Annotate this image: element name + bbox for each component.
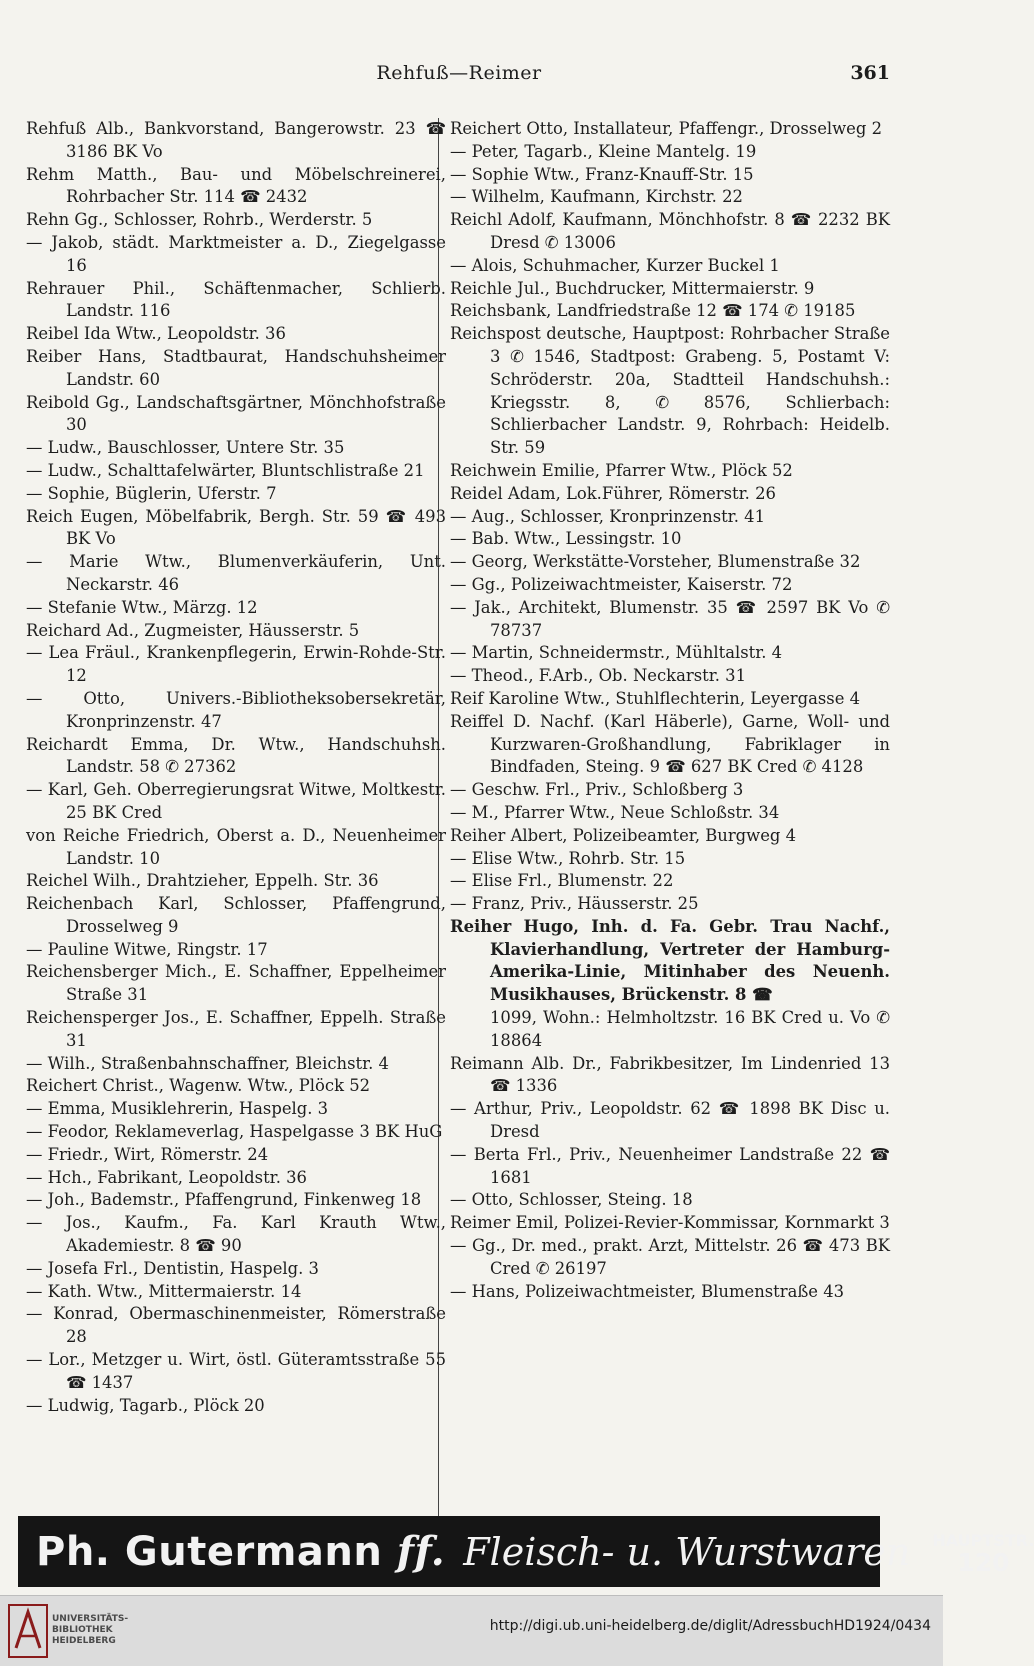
directory-entry: — Elise Frl., Blumenstr. 22 — [450, 871, 674, 891]
ad-address — [932, 1530, 1034, 1577]
directory-entry: — Martin, Schneidermstr., Mühltalstr. 4 — [450, 643, 783, 663]
directory-entry: — Stefanie Wtw., Märzg. 12 — [26, 597, 258, 617]
university-seal-icon — [8, 1604, 48, 1658]
directory-entry: — Peter, Tagarb., Kleine Mantelg. 19 — [450, 141, 757, 161]
directory-entry: Reichwein Emilie, Pfarrer Wtw., Plöck 52 — [450, 460, 793, 480]
directory-entry: 1099, Wohn.: Helmholtzstr. 16 BK Cred u. Vo ✆ 18864 — [490, 1008, 890, 1050]
directory-entry: — Elise Wtw., Rohrb. Str. 15 — [450, 848, 686, 868]
directory-entry: Reif Karoline Wtw., Stuhlflechterin, Leyergasse 4 — [450, 688, 861, 708]
directory-entry: — Josefa Frl., Dentistin, Haspelg. 3 — [26, 1258, 319, 1278]
directory-entry: — Otto, Univers.-Bibliotheksobersekretär, Kronprinzenstr. 47 — [26, 688, 446, 731]
directory-entry: — Jak., Architekt, Blumenstr. 35 ☎ 2597 BK Vo ✆ 78737 — [450, 597, 890, 640]
directory-entry: — Ludw., Schalttafelwärter, Bluntschlistraße 21 — [26, 460, 425, 480]
ad-house-number: 120 — [957, 1547, 1010, 1577]
page-number: 361 — [850, 62, 890, 84]
directory-entry: Reichert Otto, Installateur, Pfaffengr., Drosselweg 2 — [450, 119, 882, 138]
directory-entry: Reiher Albert, Polizeibeamter, Burgweg 4 — [450, 825, 797, 845]
ad-company-name: Ph. Gutermann ff. — [36, 1528, 446, 1575]
directory-entry: Reichensperger Jos., E. Schaffner, Eppelh. Straße 31 — [26, 1008, 446, 1050]
directory-entry: — Arthur, Priv., Leopoldstr. 62 ☎ 1898 BK Disc u. Dresd — [450, 1099, 890, 1142]
directory-entry: Rehrauer Phil., Schäftenmacher, Schlierb. Landstr. 116 — [26, 278, 446, 321]
directory-entry: — Gg., Dr. med., prakt. Arzt, Mittelstr. 26 ☎ 473 BK Cred ✆ 26197 — [450, 1236, 890, 1278]
directory-entry: — Hch., Fabrikant, Leopoldstr. 36 — [26, 1167, 307, 1187]
directory-entry: — Feodor, Reklameverlag, Haspelgasse 3 BK HuG — [26, 1122, 443, 1142]
directory-entry: — Otto, Schlosser, Steing. 18 — [450, 1190, 693, 1210]
directory-entry: — M., Pfarrer Wtw., Neue Schloßstr. 34 — [450, 802, 780, 822]
directory-entry: — Aug., Schlosser, Kronprinzenstr. 41 — [450, 506, 765, 526]
directory-entry: Reichsbank, Landfriedstraße 12 ☎ 174 ✆ 19185 — [450, 301, 856, 321]
directory-entry: — Joh., Bademstr., Pfaffengrund, Finkenweg 18 — [26, 1190, 422, 1210]
directory-entry: — Alois, Schuhmacher, Kurzer Buckel 1 — [450, 255, 780, 275]
source-url-link[interactable]: http://digi.ub.uni-heidelberg.de/diglit/AdressbuchHD1924/0434 — [489, 1618, 931, 1634]
directory-columns — [26, 118, 890, 1520]
directory-entry: Reibold Gg., Landschaftsgärtner, Mönchhofstraße 30 — [26, 392, 446, 435]
directory-entry: — Wilh., Straßenbahnschaffner, Bleichstr. 4 — [26, 1053, 389, 1073]
directory-entry: — Bab. Wtw., Lessingstr. 10 — [450, 529, 682, 549]
directory-entry: Rehm Matth., Bau- und Möbelschreinerei, Rohrbacher Str. 114 ☎ 2432 — [26, 164, 446, 207]
directory-entry: — Emma, Musiklehrerin, Haspelg. 3 — [26, 1099, 329, 1119]
directory-entry: Reichensberger Mich., E. Schaffner, Eppelheimer Straße 31 — [26, 962, 446, 1005]
directory-entry: Reichle Jul., Buchdrucker, Mittermaierstr. 9 — [450, 278, 815, 298]
directory-entry: — Jakob, städt. Marktmeister a. D., Ziegelgasse 16 — [26, 232, 446, 275]
directory-entry: Reichspost deutsche, Hauptpost: Rohrbacher Straße 3 ✆ 1546, Stadtpost: Grabeng. 5, Postamt V: Schröderstr. 20a, Stadtteil Handschuhsh.: Kriegsstr. 8, ✆ 8576, Schlierbach: Schlierbacher Landstr. 9, Rohrbach: Heidelb. Str. 59 — [450, 324, 890, 458]
directory-entry: von Reiche Friedrich, Oberst a. D., Neuenheimer Landstr. 10 — [26, 825, 446, 868]
directory-entry: Reiber Hans, Stadtbaurat, Handschuhsheimer Landstr. 60 — [26, 346, 446, 389]
directory-entry: Reichardt Emma, Dr. Wtw., Handschuhsh. Landstr. 58 ✆ 27362 — [26, 734, 446, 777]
directory-entry: Reichel Wilh., Drahtzieher, Eppelh. Str. 36 — [26, 871, 379, 891]
directory-entry: — Geschw. Frl., Priv., Schloßberg 3 — [450, 780, 744, 800]
directory-entry: Reich Eugen, Möbelfabrik, Bergh. Str. 59 ☎ 493 BK Vo — [26, 506, 446, 549]
directory-entry: — Konrad, Obermaschinenmeister, Römerstraße 28 — [26, 1304, 446, 1347]
left-column — [26, 118, 446, 1520]
directory-entry: Reichenbach Karl, Schlosser, Pfaffengrund, Drosselweg 9 — [26, 894, 446, 936]
directory-entry: Reichl Adolf, Kaufmann, Mönchhofstr. 8 ☎ 2232 BK Dresd ✆ 13006 — [450, 210, 890, 252]
directory-entry: — Ludw., Bauschlosser, Untere Str. 35 — [26, 438, 345, 458]
directory-entry: — Marie Wtw., Blumenverkäuferin, Unt. Neckarstr. 46 — [26, 552, 446, 594]
directory-entry: Reiffel D. Nachf. (Karl Häberle), Garne, Woll- und Kurzwaren-Großhandlung, Fabriklager in Bindfaden, Steing. 9 ☎ 627 BK Cred ✆ 4128 — [450, 711, 890, 777]
directory-entry: — Karl, Geh. Oberregierungsrat Witwe, Moltkestr. 25 BK Cred — [26, 780, 446, 822]
ad-product: Fleisch- u. Wurstwaren — [463, 1529, 911, 1574]
directory-entry: — Pauline Witwe, Ringstr. 17 — [26, 939, 268, 959]
directory-entry: — Franz, Priv., Häusserstr. 25 — [450, 894, 699, 914]
directory-entry: Reimer Emil, Polizei-Revier-Kommissar, Kornmarkt 3 — [450, 1213, 890, 1233]
directory-entry: Reichert Christ., Wagenw. Wtw., Plöck 52 — [26, 1076, 371, 1096]
page-header — [28, 62, 890, 92]
viewer-footer — [0, 1595, 943, 1666]
directory-entry: Reidel Adam, Lok.Führer, Römerstr. 26 — [450, 483, 776, 503]
directory-entry: — Berta Frl., Priv., Neuenheimer Landstraße 22 ☎ 1681 — [450, 1144, 890, 1187]
ad-mark: ff. — [396, 1528, 446, 1575]
right-column — [450, 118, 890, 1520]
directory-entry: Reimann Alb. Dr., Fabrikbesitzer, Im Lindenried 13 ☎ 1336 — [450, 1053, 890, 1096]
directory-entry: — Sophie, Büglerin, Uferstr. 7 — [26, 483, 277, 503]
ad-street: HAUPTSTR. — [932, 1530, 1034, 1550]
directory-entry: — Lea Fräul., Krankenpflegerin, Erwin-Rohde-Str. 12 — [26, 643, 446, 686]
directory-entry: Reichard Ad., Zugmeister, Häusserstr. 5 — [26, 620, 360, 640]
directory-entry: — Wilhelm, Kaufmann, Kirchstr. 22 — [450, 187, 743, 207]
directory-entry: Rehn Gg., Schlosser, Rohrb., Werderstr. 5 — [26, 210, 373, 230]
directory-entry: — Georg, Werkstätte-Vorsteher, Blumenstraße 32 — [450, 552, 861, 572]
advertisement-banner — [18, 1516, 1034, 1587]
directory-entry: — Theod., F.Arb., Ob. Neckarstr. 31 — [450, 666, 747, 686]
directory-entry: — Kath. Wtw., Mittermaierstr. 14 — [26, 1281, 302, 1301]
directory-entry: — Ludwig, Tagarb., Plöck 20 — [26, 1395, 265, 1415]
page-title: Rehfuß—Reimer — [376, 62, 542, 84]
directory-entry: — Friedr., Wirt, Römerstr. 24 — [26, 1144, 269, 1164]
directory-entry: — Jos., Kaufm., Fa. Karl Krauth Wtw., Akademiestr. 8 ☎ 90 — [26, 1213, 446, 1256]
directory-entry: Reibel Ida Wtw., Leopoldstr. 36 — [26, 324, 286, 344]
directory-entry: Rehfuß Alb., Bankvorstand, Bangerowstr. 23 ☎ 3186 BK Vo — [26, 119, 446, 161]
directory-entry: — Gg., Polizeiwachtmeister, Kaiserstr. 72 — [450, 574, 793, 594]
directory-entry: — Sophie Wtw., Franz-Knauff-Str. 15 — [450, 164, 754, 184]
directory-entry: — Hans, Polizeiwachtmeister, Blumenstraße 43 — [450, 1281, 845, 1301]
directory-entry: Reiher Hugo, Inh. d. Fa. Gebr. Trau Nachf., Klavierhandlung, Vertreter der Hamburg-Amerika-Linie, Mitinhaber des Neuenh. Musikhauses, Brückenstr. 8 ☎ — [450, 916, 890, 1005]
directory-entry: — Lor., Metzger u. Wirt, östl. Güteramtsstraße 55 ☎ 1437 — [26, 1350, 446, 1392]
library-name: UNIVERSITÄTS- BIBLIOTHEK HEIDELBERG — [52, 1614, 129, 1646]
